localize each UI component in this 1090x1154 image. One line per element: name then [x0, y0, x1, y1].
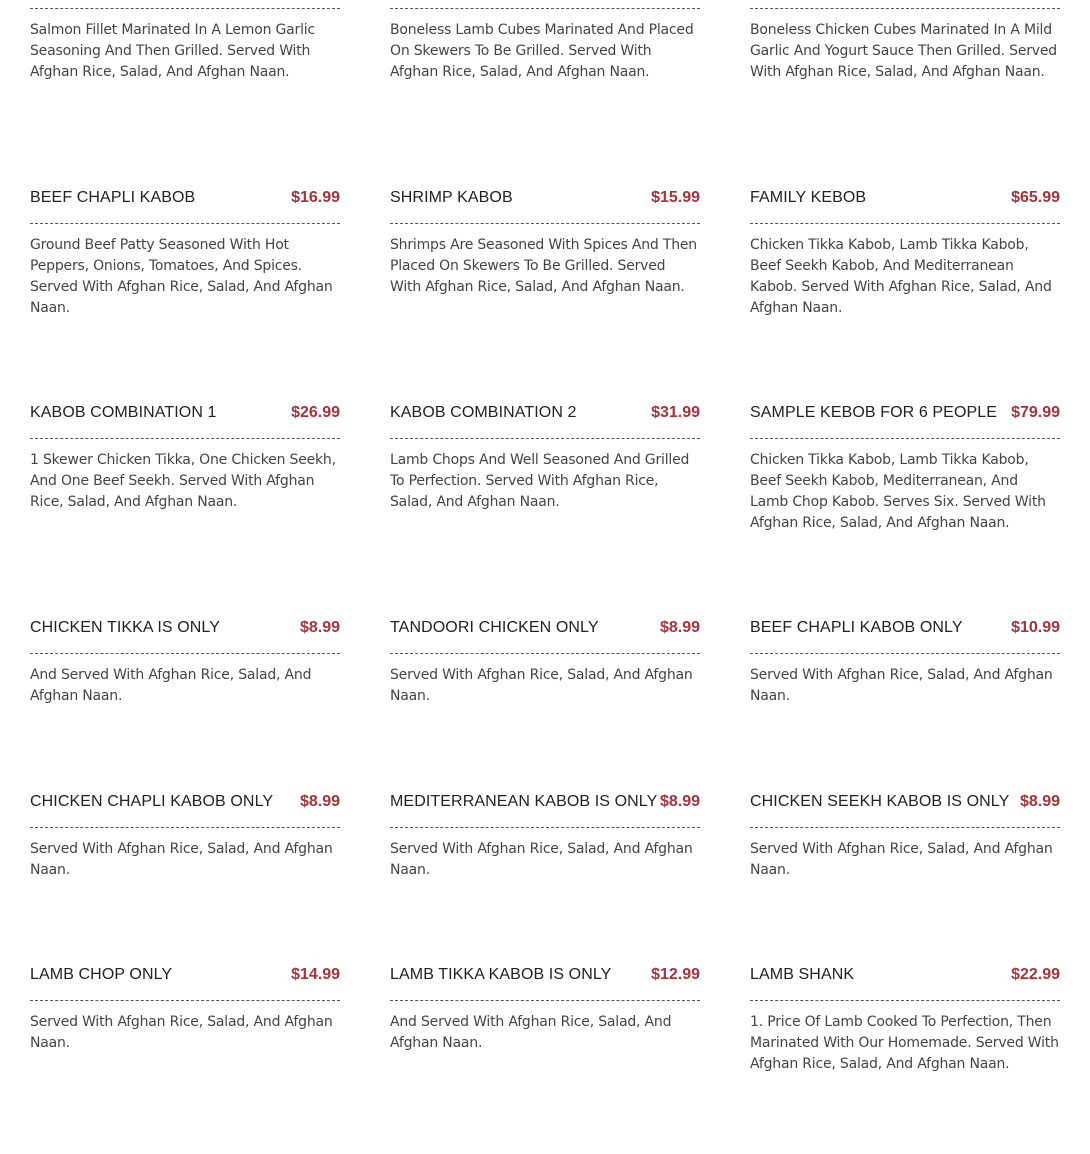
menu-item[interactable]: [390, 0, 700, 83]
item-name: CHICKEN SEEKH KABOB IS ONLY: [750, 793, 1010, 810]
menu-item-header: [750, 404, 1060, 439]
item-name: KABOB COMBINATION 2: [390, 404, 577, 421]
menu-item-header: [390, 189, 700, 224]
menu-item-header: [390, 793, 700, 828]
item-description: Boneless Chicken Cubes Marinated In A Mild Garlic And Yogurt Sauce Then Grilled. Served With Afghan Rice, Salad, And Afghan Naan.: [750, 22, 1057, 80]
menu-item[interactable]: [30, 404, 340, 513]
menu-item[interactable]: [30, 793, 340, 881]
item-price: $16.99: [291, 189, 340, 206]
item-price: $8.99: [299, 793, 340, 810]
menu-item-header: [750, 0, 1060, 9]
item-price: $8.99: [659, 619, 700, 636]
item-name: SAMPLE KEBOB FOR 6 PEOPLE: [750, 404, 998, 421]
menu-item[interactable]: [30, 0, 340, 83]
menu-item[interactable]: [750, 619, 1060, 707]
item-description: And Served With Afghan Rice, Salad, And Afghan Naan.: [390, 1014, 672, 1051]
menu-item-header: [390, 0, 700, 9]
menu-item[interactable]: [390, 966, 700, 1054]
item-price: $79.99: [1011, 404, 1060, 421]
item-name: SHRIMP KABOB: [390, 189, 513, 206]
item-name: BEEF CHAPLI KABOB: [30, 189, 196, 206]
item-description: Ground Beef Patty Seasoned With Hot Peppers, Onions, Tomatoes, And Spices. Served With Afghan Rice, Salad, And Afghan Naan.: [30, 237, 333, 316]
menu-item-header: [30, 404, 340, 439]
item-name: CHICKEN CHAPLI KABOB ONLY: [30, 793, 274, 810]
item-name: TANDOORI CHICKEN ONLY: [390, 619, 599, 636]
item-price: $12.99: [651, 966, 700, 983]
menu-item[interactable]: [390, 189, 700, 298]
menu-item[interactable]: [390, 404, 700, 513]
menu-item-header: [750, 966, 1060, 1001]
item-price: $14.99: [291, 966, 340, 983]
menu-item[interactable]: [750, 966, 1060, 1075]
item-description: Chicken Tikka Kabob, Lamb Tikka Kabob, Beef Seekh Kabob, Mediterranean, And Lamb Chop Kabob. Serves Six. Served With Afghan Rice, Salad, And Afghan Naan.: [750, 452, 1046, 531]
item-description: Served With Afghan Rice, Salad, And Afghan Naan.: [390, 841, 693, 878]
menu-item-header: [750, 619, 1060, 654]
menu-item-header: [390, 404, 700, 439]
menu-item[interactable]: [750, 0, 1060, 83]
menu-item-header: [30, 619, 340, 654]
item-price: $8.99: [299, 619, 340, 636]
menu-item-header: [30, 966, 340, 1001]
item-description: 1. Price Of Lamb Cooked To Perfection, Then Marinated With Our Homemade. Served With Afghan Rice, Salad, And Afghan Naan.: [750, 1014, 1059, 1072]
item-description: Served With Afghan Rice, Salad, And Afghan Naan.: [390, 667, 693, 704]
item-description: Served With Afghan Rice, Salad, And Afghan Naan.: [30, 841, 333, 878]
item-price: $22.99: [1011, 966, 1060, 983]
menu-item[interactable]: [750, 189, 1060, 319]
menu-item[interactable]: [30, 619, 340, 707]
menu-item-header: [390, 966, 700, 1001]
item-name: LAMB CHOP ONLY: [30, 966, 173, 983]
item-description: Served With Afghan Rice, Salad, And Afghan Naan.: [750, 667, 1053, 704]
item-description: Lamb Chops And Well Seasoned And Grilled To Perfection. Served With Afghan Rice, Salad, And Afghan Naan.: [390, 452, 690, 510]
item-description: Salmon Fillet Marinated In A Lemon Garlic Seasoning And Then Grilled. Served With Afghan Rice, Salad, And Afghan Naan.: [30, 22, 315, 80]
menu-item-header: [30, 793, 340, 828]
menu-item-header: [390, 619, 700, 654]
item-description: And Served With Afghan Rice, Salad, And Afghan Naan.: [30, 667, 312, 704]
menu-item[interactable]: [750, 793, 1060, 881]
menu-item-header: [30, 189, 340, 224]
menu-item[interactable]: [30, 189, 340, 319]
item-name: CHICKEN TIKKA IS ONLY: [30, 619, 221, 636]
item-name: BEEF CHAPLI KABOB ONLY: [750, 619, 963, 636]
item-description: 1 Skewer Chicken Tikka, One Chicken Seekh, And One Beef Seekh. Served With Afghan Rice, Salad, And Afghan Naan.: [30, 452, 336, 510]
item-name: LAMB SHANK: [750, 966, 855, 983]
item-description: Served With Afghan Rice, Salad, And Afghan Naan.: [750, 841, 1053, 878]
menu-item-header: [750, 189, 1060, 224]
item-description: Served With Afghan Rice, Salad, And Afghan Naan.: [30, 1014, 333, 1051]
item-description: Boneless Lamb Cubes Marinated And Placed On Skewers To Be Grilled. Served With Afghan Rice, Salad, And Afghan Naan.: [390, 22, 694, 80]
item-description: Shrimps Are Seasoned With Spices And Then Placed On Skewers To Be Grilled. Served With Afghan Rice, Salad, And Afghan Naan.: [390, 237, 697, 295]
item-price: $31.99: [651, 404, 700, 421]
item-price: $26.99: [291, 404, 340, 421]
item-name: LAMB TIKKA KABOB IS ONLY: [390, 966, 612, 983]
menu-item-header: [750, 793, 1060, 828]
menu-item[interactable]: [390, 619, 700, 707]
menu-item[interactable]: [30, 966, 340, 1054]
item-name: MEDITERRANEAN KABOB IS ONLY: [390, 793, 658, 810]
item-price: $10.99: [1011, 619, 1060, 636]
menu-item[interactable]: [750, 404, 1060, 534]
item-name: FAMILY KEBOB: [750, 189, 867, 206]
item-price: $8.99: [1019, 793, 1060, 810]
item-price: $8.99: [659, 793, 700, 810]
item-price: $65.99: [1011, 189, 1060, 206]
item-price: $15.99: [651, 189, 700, 206]
menu-item[interactable]: [390, 793, 700, 881]
item-description: Chicken Tikka Kabob, Lamb Tikka Kabob, Beef Seekh Kabob, And Mediterranean Kabob. Served With Afghan Rice, Salad, And Afghan Naan.: [750, 237, 1052, 316]
menu-item-header: [30, 0, 340, 9]
item-name: KABOB COMBINATION 1: [30, 404, 217, 421]
